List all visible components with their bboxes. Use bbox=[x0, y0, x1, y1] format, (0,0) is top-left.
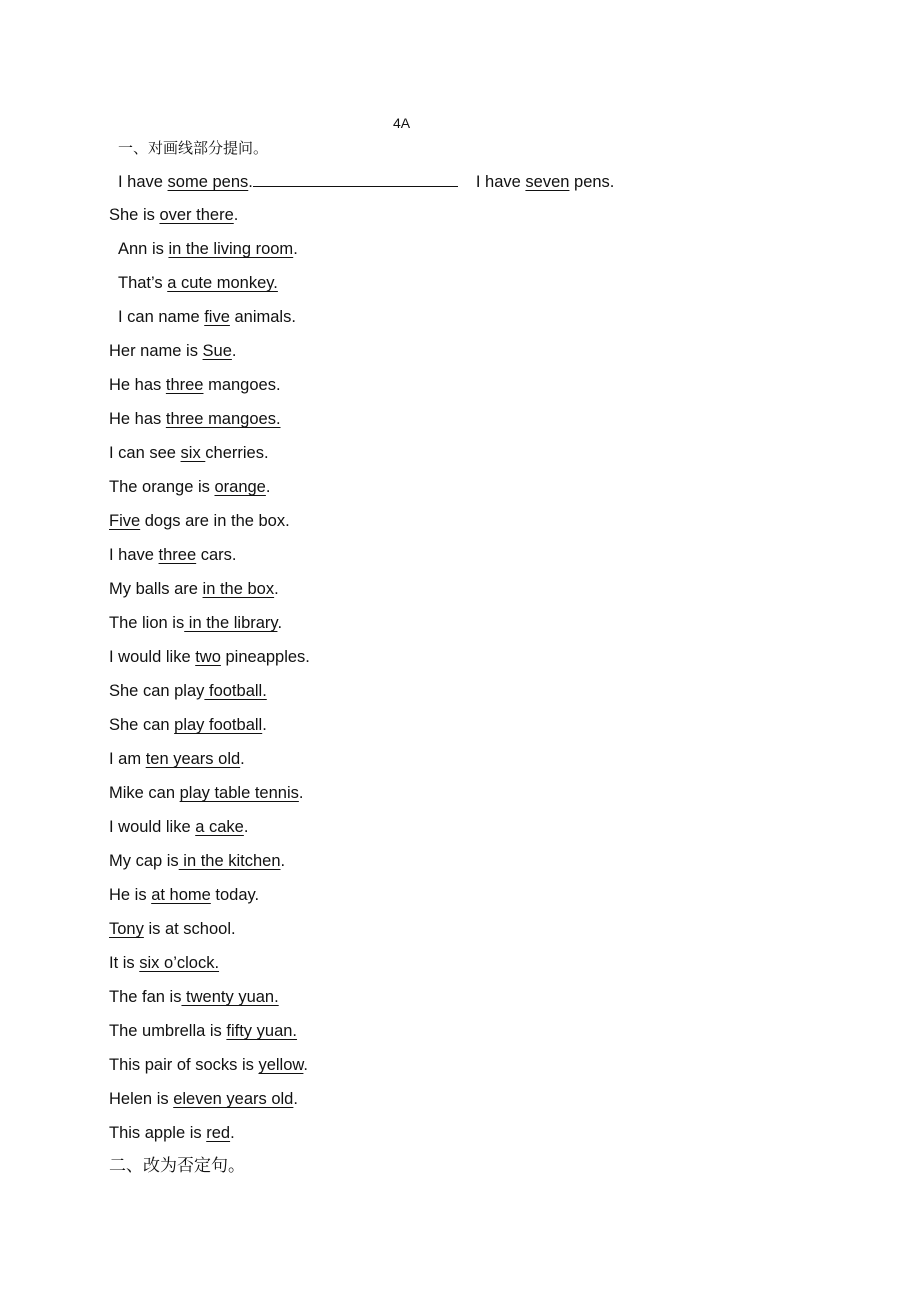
question-text: I would like bbox=[109, 648, 196, 666]
question-line bbox=[109, 1088, 298, 1110]
question-text: I am bbox=[109, 750, 146, 768]
question-line bbox=[109, 612, 282, 634]
question-text: . bbox=[303, 1056, 309, 1074]
question-text: This apple is bbox=[109, 1124, 207, 1142]
question-text: He has bbox=[109, 410, 166, 428]
underlined-part: three mangoes. bbox=[165, 410, 281, 428]
question-text: is at school. bbox=[143, 920, 236, 938]
question-text: She can play bbox=[109, 682, 205, 700]
question-text: . bbox=[298, 784, 304, 802]
section-heading-2: 二、改为否定句。 bbox=[109, 1156, 245, 1176]
question-line bbox=[109, 1020, 297, 1042]
question-line-1 bbox=[118, 170, 614, 193]
question-text: I have bbox=[475, 173, 526, 191]
question-text: . bbox=[230, 1124, 235, 1142]
question-text: My balls are bbox=[109, 580, 203, 598]
question-text: Ann is bbox=[118, 240, 169, 258]
underlined-part: twenty yuan. bbox=[181, 988, 279, 1006]
question-line bbox=[118, 272, 278, 294]
underlined-part: play football bbox=[174, 716, 263, 734]
underlined-part: Five bbox=[109, 512, 141, 530]
question-text: He is bbox=[109, 886, 152, 904]
question-line bbox=[109, 748, 245, 770]
question-line bbox=[109, 850, 285, 872]
answer-blank[interactable] bbox=[253, 170, 458, 187]
question-text: She can bbox=[109, 716, 175, 734]
question-line bbox=[109, 578, 279, 600]
question-text: I can name bbox=[118, 308, 205, 326]
question-line bbox=[109, 884, 259, 906]
question-line bbox=[109, 544, 237, 566]
underlined-part: three bbox=[158, 546, 197, 564]
underlined-part: two bbox=[195, 648, 221, 666]
question-text: It is bbox=[109, 954, 140, 972]
question-text: cars. bbox=[196, 546, 237, 564]
underlined-part: football. bbox=[204, 682, 267, 700]
question-text: . bbox=[231, 342, 237, 360]
question-line bbox=[109, 986, 279, 1008]
question-line bbox=[109, 442, 269, 464]
underlined-part: at home bbox=[151, 886, 211, 904]
underlined-part: in the library bbox=[184, 614, 278, 632]
underlined-part: six o’clock. bbox=[139, 954, 220, 972]
question-text: I have bbox=[118, 173, 168, 191]
question-text: . bbox=[277, 614, 283, 632]
question-line bbox=[109, 1122, 235, 1144]
question-line bbox=[109, 918, 236, 940]
question-text: . bbox=[243, 818, 249, 836]
underlined-part: in the box bbox=[202, 580, 275, 598]
underlined-part: Tony bbox=[109, 920, 144, 938]
question-line bbox=[109, 1054, 308, 1076]
underlined-part: in the living room bbox=[168, 240, 294, 258]
question-text: That’s bbox=[118, 274, 168, 292]
question-text: I can see bbox=[109, 444, 181, 462]
question-line bbox=[109, 816, 248, 838]
question-text: animals. bbox=[229, 308, 296, 326]
question-line bbox=[109, 510, 290, 532]
underlined-part: in the kitchen bbox=[178, 852, 281, 870]
question-text: Her name is bbox=[109, 342, 203, 360]
question-text: Helen is bbox=[109, 1090, 174, 1108]
underlined-part: seven bbox=[525, 173, 570, 191]
question-text: . bbox=[265, 478, 271, 496]
question-line bbox=[109, 476, 270, 498]
question-text: The fan is bbox=[109, 988, 182, 1006]
question-text: pens. bbox=[569, 173, 615, 191]
question-line bbox=[109, 374, 281, 396]
question-text: She is bbox=[109, 206, 160, 224]
underlined-part: fifty yuan. bbox=[226, 1022, 298, 1040]
underlined-part: ten years old bbox=[145, 750, 241, 768]
underlined-part: six bbox=[180, 444, 206, 462]
question-text: This pair of socks is bbox=[109, 1056, 259, 1074]
underlined-part: a cake bbox=[195, 818, 244, 836]
underlined-part: eleven years old bbox=[173, 1090, 294, 1108]
question-text: . bbox=[233, 206, 239, 224]
question-text: He has bbox=[109, 376, 166, 394]
question-text: mangoes. bbox=[203, 376, 281, 394]
page-title: 4A bbox=[393, 115, 411, 131]
question-line bbox=[109, 782, 303, 804]
question-text: The orange is bbox=[109, 478, 215, 496]
question-line bbox=[109, 680, 267, 702]
underlined-part: a cute monkey. bbox=[167, 274, 278, 292]
question-text: The lion is bbox=[109, 614, 185, 632]
question-text: . bbox=[248, 173, 253, 191]
question-line bbox=[118, 238, 298, 260]
underlined-part: red bbox=[206, 1124, 231, 1142]
question-text: I have bbox=[109, 546, 159, 564]
question-text: . bbox=[240, 750, 245, 768]
question-text: . bbox=[274, 580, 279, 598]
underlined-part: over there bbox=[159, 206, 234, 224]
question-text: My cap is bbox=[109, 852, 179, 870]
underlined-part: three bbox=[165, 376, 204, 394]
question-text: dogs are in the box. bbox=[140, 512, 290, 530]
underlined-part: play table tennis bbox=[179, 784, 299, 802]
question-text: . bbox=[293, 1090, 298, 1108]
question-line bbox=[109, 714, 267, 736]
section-heading-1: 一、对画线部分提问。 bbox=[118, 139, 269, 157]
underlined-part: Sue bbox=[202, 342, 232, 360]
question-line bbox=[109, 340, 236, 362]
underlined-part: some pens bbox=[167, 173, 249, 191]
question-text: . bbox=[280, 852, 286, 870]
question-line bbox=[109, 204, 238, 226]
underlined-part: orange bbox=[214, 478, 266, 496]
question-line bbox=[109, 408, 281, 430]
question-line bbox=[118, 306, 296, 328]
question-text: The umbrella is bbox=[109, 1022, 227, 1040]
question-line bbox=[109, 952, 219, 974]
question-text: . bbox=[293, 240, 298, 258]
question-text: today. bbox=[210, 886, 260, 904]
question-text: cherries. bbox=[205, 444, 269, 462]
question-line bbox=[109, 646, 310, 668]
underlined-part: yellow bbox=[258, 1056, 304, 1074]
question-text: I would like bbox=[109, 818, 196, 836]
question-text: . bbox=[262, 716, 267, 734]
underlined-part: five bbox=[204, 308, 230, 326]
question-text: Mike can bbox=[109, 784, 180, 802]
question-text: pineapples. bbox=[220, 648, 310, 666]
